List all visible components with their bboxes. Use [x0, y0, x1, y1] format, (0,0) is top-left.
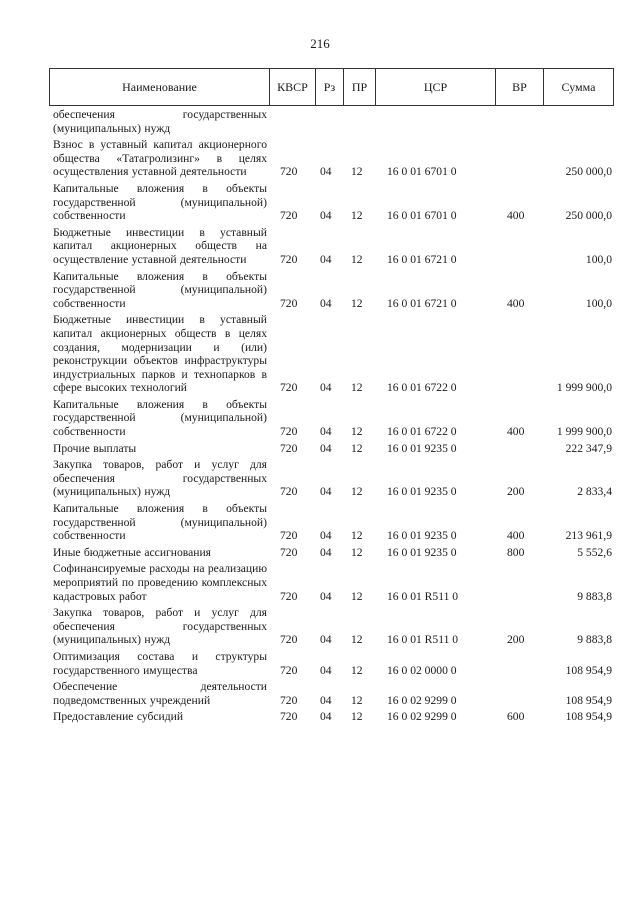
- row-rz: 04: [320, 425, 332, 439]
- row-kvsr: 720: [280, 441, 298, 455]
- header-rz: Рз: [316, 69, 344, 105]
- row-rz: 04: [320, 252, 332, 266]
- row-rz: 04: [320, 381, 332, 395]
- row-rz: 04: [320, 441, 332, 455]
- table-row: [49, 182, 614, 223]
- table-row: [49, 458, 614, 499]
- row-vr: 400: [507, 425, 525, 439]
- row-sum: 100,0: [585, 296, 612, 310]
- header-pr: ПР: [344, 69, 376, 105]
- table-row: [49, 546, 614, 560]
- row-name: Капитальные вложения в объекты государственной (муниципальной) собственности: [53, 269, 267, 310]
- header-vr: ВР: [496, 69, 544, 105]
- row-pr: 12: [351, 165, 363, 179]
- row-name: Капитальные вложения в объекты государственной (муниципальной) собственности: [53, 181, 267, 223]
- table-row: [49, 710, 614, 724]
- row-sum: 2 833,4: [577, 485, 612, 499]
- row-sum: 213 961,9: [565, 529, 612, 543]
- table-row: [49, 226, 614, 267]
- row-pr: 12: [351, 485, 363, 499]
- row-rz: 04: [320, 296, 332, 310]
- row-vr: 400: [507, 209, 525, 223]
- row-pr: 12: [351, 663, 363, 677]
- row-pr: 12: [351, 296, 363, 310]
- page-number: 216: [310, 36, 330, 51]
- table-row: [49, 680, 614, 707]
- row-vr: 600: [507, 710, 525, 724]
- row-csr: 16 0 01 6721 0: [387, 252, 457, 266]
- row-kvsr: 720: [280, 663, 298, 677]
- table-row: [49, 650, 614, 677]
- row-name: Взнос в уставный капитал акционерного общества «Татагролизинг» в целях осуществления уставной деятельности: [53, 138, 267, 179]
- row-pr: 12: [351, 529, 363, 543]
- row-csr: 16 0 01 6722 0: [387, 425, 457, 439]
- row-rz: 04: [320, 693, 332, 707]
- row-rz: 04: [320, 663, 332, 677]
- row-kvsr: 720: [280, 296, 298, 310]
- row-kvsr: 720: [280, 381, 298, 395]
- row-sum: 250 000,0: [565, 209, 612, 223]
- row-kvsr: 720: [280, 529, 298, 543]
- row-sum: 108 954,9: [565, 663, 612, 677]
- row-name: Закупка товаров, работ и услуг для обеспечения государственных (муниципальных) нужд: [53, 606, 267, 647]
- row-name: Прочие выплаты: [53, 441, 137, 455]
- row-csr: 16 0 01 9235 0: [387, 545, 457, 559]
- row-csr: 16 0 02 9299 0: [387, 693, 457, 707]
- row-rz: 04: [320, 589, 332, 603]
- table-header: [49, 68, 614, 106]
- row-pr: 12: [351, 209, 363, 223]
- row-name: Иные бюджетные ассигнования: [53, 545, 211, 559]
- row-csr: 16 0 02 0000 0: [387, 663, 457, 677]
- row-pr: 12: [351, 710, 363, 724]
- row-kvsr: 720: [280, 425, 298, 439]
- row-name: Капитальные вложения в объекты государственной (муниципальной) собственности: [53, 502, 267, 543]
- row-rz: 04: [320, 485, 332, 499]
- table-row: [49, 138, 614, 179]
- row-vr: 400: [507, 296, 525, 310]
- table-row: [49, 398, 614, 439]
- row-kvsr: 720: [280, 693, 298, 707]
- row-pr: 12: [351, 545, 363, 559]
- row-pr: 12: [351, 633, 363, 647]
- row-kvsr: 720: [280, 165, 298, 179]
- row-name: Капитальные вложения в объекты государственной (муниципальной) собственности: [53, 397, 267, 439]
- row-name: Обеспечение деятельности подведомственных учреждений: [53, 680, 267, 707]
- header-name: Наименование: [50, 69, 270, 105]
- row-pr: 12: [351, 441, 363, 455]
- header-csr: ЦСР: [376, 69, 496, 105]
- row-rz: 04: [320, 710, 332, 724]
- row-pr: 12: [351, 425, 363, 439]
- table-row: [49, 442, 614, 456]
- row-name: обеспечения государственных (муниципальных) нужд: [53, 108, 267, 135]
- row-csr: 16 0 01 R511 0: [387, 633, 459, 647]
- row-kvsr: 720: [280, 209, 298, 223]
- row-csr: 16 0 01 9235 0: [387, 485, 457, 499]
- row-sum: 108 954,9: [565, 693, 612, 707]
- row-kvsr: 720: [280, 710, 298, 724]
- table-row: [49, 108, 614, 135]
- row-csr: 16 0 01 6701 0: [387, 165, 457, 179]
- row-csr: 16 0 01 6701 0: [387, 209, 457, 223]
- row-name: Бюджетные инвестиции в уставный капитал акционерных обществ в целях создания, модернизации и (или) реконструкции объектов инфраструктуры индустриальных парков и технопарков в сфере высоких технологий: [53, 313, 267, 395]
- row-name: Оптимизация состава и структуры государственного имущества: [53, 649, 267, 677]
- row-sum: 100,0: [585, 252, 612, 266]
- header-sum: Сумма: [561, 80, 596, 94]
- row-pr: 12: [351, 589, 363, 603]
- table-row: [49, 562, 614, 603]
- table-row: [49, 502, 614, 543]
- row-rz: 04: [320, 165, 332, 179]
- row-csr: 16 0 01 9235 0: [387, 441, 457, 455]
- row-pr: 12: [351, 693, 363, 707]
- row-kvsr: 720: [280, 485, 298, 499]
- row-vr: 800: [507, 545, 525, 559]
- row-name: Предоставление субсидий: [53, 710, 184, 724]
- row-name: Бюджетные инвестиции в уставный капитал акционерных обществ на осуществление уставной деятельности: [53, 225, 267, 266]
- row-kvsr: 720: [280, 545, 298, 559]
- row-rz: 04: [320, 529, 332, 543]
- row-sum: 250 000,0: [565, 165, 612, 179]
- row-sum: 9 883,8: [577, 589, 612, 603]
- table-body: [49, 108, 614, 727]
- row-kvsr: 720: [280, 633, 298, 647]
- row-kvsr: 720: [280, 589, 298, 603]
- row-sum: 9 883,8: [577, 633, 612, 647]
- row-csr: 16 0 01 6722 0: [387, 381, 457, 395]
- row-csr: 16 0 01 9235 0: [387, 529, 457, 543]
- row-vr: 400: [507, 529, 525, 543]
- row-vr: 200: [507, 485, 525, 499]
- row-sum: 222 347,9: [565, 441, 612, 455]
- header-kvsr: КВСР: [270, 69, 316, 105]
- row-csr: 16 0 02 9299 0: [387, 710, 457, 724]
- row-name: Закупка товаров, работ и услуг для обеспечения государственных (муниципальных) нужд: [53, 458, 267, 499]
- row-vr: 200: [507, 633, 525, 647]
- row-sum: 1 999 900,0: [556, 381, 612, 395]
- row-pr: 12: [351, 252, 363, 266]
- table-row: [49, 606, 614, 647]
- row-sum: 1 999 900,0: [556, 425, 612, 439]
- row-rz: 04: [320, 633, 332, 647]
- row-csr: 16 0 01 6721 0: [387, 296, 457, 310]
- row-pr: 12: [351, 381, 363, 395]
- table-row: [49, 313, 614, 395]
- row-csr: 16 0 01 R511 0: [387, 589, 459, 603]
- row-rz: 04: [320, 209, 332, 223]
- row-kvsr: 720: [280, 252, 298, 266]
- table-row: [49, 270, 614, 311]
- row-rz: 04: [320, 545, 332, 559]
- row-sum: 5 552,6: [577, 545, 612, 559]
- row-sum: 108 954,9: [565, 710, 612, 724]
- row-name: Софинансируемые расходы на реализацию мероприятий по проведению комплексных кадастровых работ: [53, 562, 267, 603]
